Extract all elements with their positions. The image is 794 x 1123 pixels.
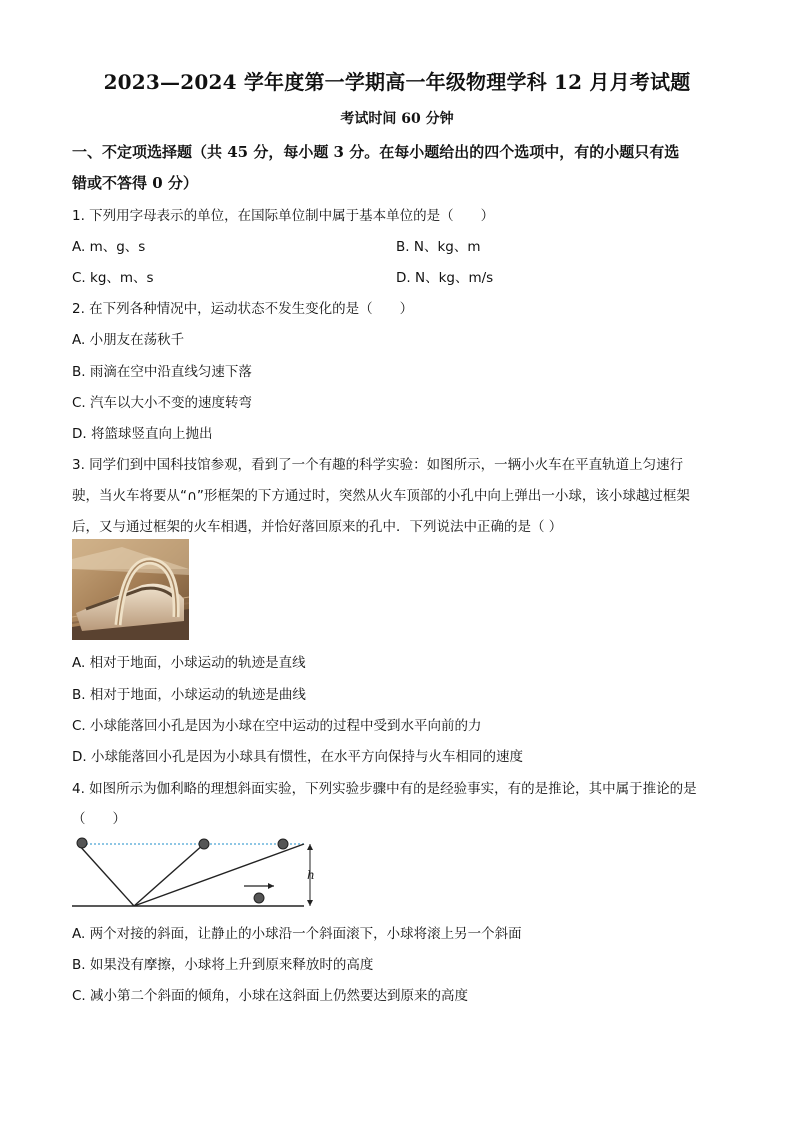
question-2-option-d: D. 将篮球竖直向上抛出 <box>72 426 213 442</box>
incline-steep <box>134 844 204 906</box>
train-exhibit-photo <box>72 539 189 640</box>
inclined-plane-diagram <box>72 832 332 914</box>
ball-steep <box>199 839 209 849</box>
question-1-option-c: C. kg、m、s <box>72 270 154 286</box>
question-2-option-a: A. 小朋友在荡秋千 <box>72 332 185 348</box>
question-3-stem-line3: 后，又与通过框架的火车相遇，并恰好落回原来的孔中．下列说法中正确的是（ ） <box>72 519 563 535</box>
question-3-option-b: B. 相对于地面，小球运动的轨迹是曲线 <box>72 687 306 703</box>
page-title: 2023—2024 学年度第一学期高一年级物理学科 12 月月考试题 <box>103 70 691 94</box>
question-4-option-c: C. 减小第二个斜面的倾角，小球在这斜面上仍然要达到原来的高度 <box>72 988 469 1004</box>
question-2-stem: 2. 在下列各种情况中，运动状态不发生变化的是（ ） <box>72 301 414 317</box>
ball-rolling <box>254 893 264 903</box>
question-3-option-a: A. 相对于地面，小球运动的轨迹是直线 <box>72 655 306 671</box>
question-4-option-a: A. 两个对接的斜面，让静止的小球沿一个斜面滚下，小球将滚上另一个斜面 <box>72 926 522 942</box>
question-3-stem-line1: 3. 同学们到中国科技馆参观，看到了一个有趣的科学实验：如图所示，一辆小火车在平直轨道上匀速行 <box>72 457 684 473</box>
question-1-option-a: A. m、g、s <box>72 239 146 255</box>
question-3-stem-line2: 驶，当火车将要从“∩”形框架的下方通过时，突然从火车顶部的小孔中向上弹出一小球，该小球越过框架 <box>72 488 690 504</box>
incline-left <box>78 844 134 906</box>
question-4-stem-line2: （ ） <box>72 811 126 827</box>
ball-start <box>77 838 87 848</box>
question-4-stem-line1: 4. 如图所示为伽利略的理想斜面实验，下列实验步骤中有的是经验事实，有的是推论，其中属于推论的是 <box>72 781 697 797</box>
ball-shallow <box>278 839 288 849</box>
question-3-option-d: D. 小球能落回小孔是因为小球具有惯性，在水平方向保持与火车相同的速度 <box>72 749 523 765</box>
question-3-option-c: C. 小球能落回小孔是因为小球在空中运动的过程中受到水平向前的力 <box>72 718 482 734</box>
question-2-option-b: B. 雨滴在空中沿直线匀速下落 <box>72 364 252 380</box>
question-1-option-b: B. N、kg、m <box>396 239 481 255</box>
exam-duration: 考试时间 60 分钟 <box>340 111 454 127</box>
section-heading-line2: 错或不答得 0 分） <box>72 174 198 192</box>
question-1-option-d: D. N、kg、m/s <box>396 270 494 286</box>
incline-shallow <box>134 844 304 906</box>
question-2-option-c: C. 汽车以大小不变的速度转弯 <box>72 395 253 411</box>
section-heading-line1: 一、不定项选择题（共 45 分，每小题 3 分。在每小题给出的四个选项中，有的小题只有选 <box>72 143 680 161</box>
question-1-stem: 1. 下列用字母表示的单位，在国际单位制中属于基本单位的是（ ） <box>72 208 495 224</box>
height-label: h <box>307 868 315 882</box>
question-4-option-b: B. 如果没有摩擦，小球将上升到原来释放时的高度 <box>72 957 374 973</box>
